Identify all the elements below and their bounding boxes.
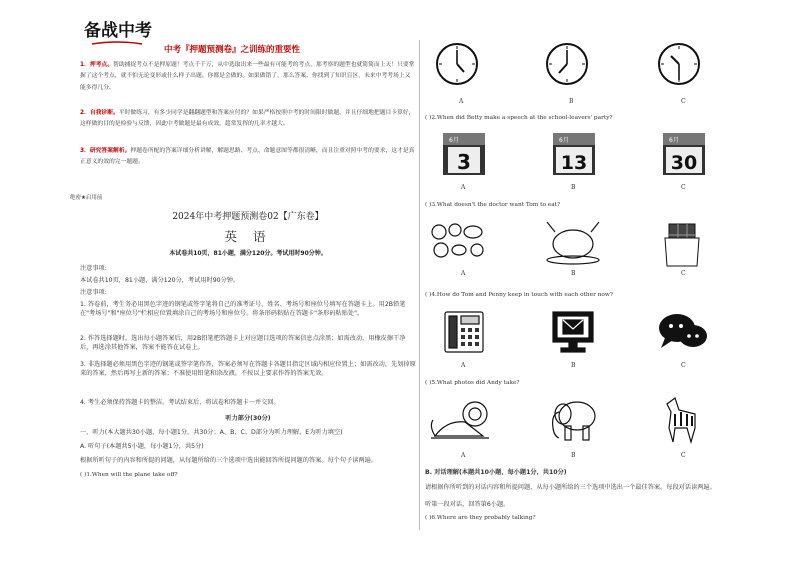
chat-icon — [657, 310, 717, 358]
chocolate-image — [651, 218, 711, 266]
exam-title: 2024年中考押题预测卷02【广东卷】 — [172, 212, 324, 222]
right-column — [425, 38, 755, 548]
column-divider — [419, 40, 420, 530]
banner-title: 中考『押题预测卷』之训练的重要性 — [164, 45, 301, 55]
listening-line: 一、听力(本大题共30小题，每小题1分，共30分；A、B、C、D部分为听力理解，E为听力填空) — [80, 429, 343, 436]
option-label: B — [569, 98, 574, 105]
section-b-instruction: 请根据你所听到的对话内容和所提问题，从每小题所给的三个选项中选出一个最佳答案。每段对话读两遍。 — [425, 484, 716, 491]
question-2: ( )2.When did Betty make a speech at the school-leavers' party? — [425, 115, 613, 121]
logo-icon — [82, 14, 152, 50]
listening-line: 根据所听句子的内容和所提的问题，从每题所给的三个选项中选出能回答所提问题的答案。每个句子读两遍。 — [80, 457, 377, 464]
tip-1 — [80, 60, 416, 94]
roast-chicken-image — [541, 216, 601, 264]
tip-text: 帮助捕捉考点不是押原题！考点千千万，从中选取出来一些最有可能考的考点，那考察的题型也就简简而上天！只要掌握了这个考点，就不怕无论变形或什么样子出题。你都是会做的。如果做错了，那么答案，你找到了知识盲区，未来中考考场上又能多得几分。 — [80, 62, 415, 91]
calendar-month: 6月 — [559, 137, 569, 144]
option-label: A — [461, 452, 466, 459]
logo-text: 备战中考 — [84, 21, 152, 41]
question-4: ( )4.How do Tom and Penny keep in touch with each other now? — [425, 292, 613, 298]
notice-line: 注意事项: — [80, 289, 107, 296]
option-label: B — [571, 452, 576, 459]
tip-3 — [80, 146, 416, 169]
option-label: C — [681, 184, 686, 191]
calendar-month: 6月 — [449, 137, 459, 144]
tip-2 — [80, 108, 416, 131]
option-label: B — [571, 184, 576, 191]
option-label: B — [571, 270, 576, 277]
zebra-image — [661, 394, 721, 442]
tip-text: 平时做练习，有多少同学是翻翻题型和答案应付的？如果严格按照中考的时间限时做题，并且仔细地把题目卡算好，这样做的目的是检验与反馈，因此中考做题是最有成效，超常发挥的几率才越大。 — [80, 110, 415, 128]
clock-b-image — [545, 42, 605, 90]
calendar-month: 6月 — [669, 137, 679, 144]
question-1: ( )1.When will the plane take off? — [80, 472, 178, 478]
listening-title: 听力部分(30分) — [225, 415, 271, 422]
option-label: C — [681, 362, 686, 369]
calendar-a-image — [441, 131, 501, 179]
option-label: A — [461, 362, 466, 369]
clock-c-image — [657, 42, 717, 90]
telephone-icon — [441, 308, 501, 356]
notice-line: 4. 考生必须保持答题卡的整洁。考试结束后，将试卷和答题卡一并交回。 — [80, 399, 280, 406]
secret-label: 绝密★启用前 — [70, 195, 103, 201]
exam-info: 本试卷共10页，81小题，满分120分。考试用时90分钟。 — [169, 250, 327, 257]
listening-line: A. 听句子(本题共5小题，每小题1分，共5分) — [80, 443, 204, 450]
question-3: ( )3.What doesn't the doctor want Tom to eat? — [425, 202, 561, 208]
calendar-day: 3 — [457, 150, 471, 174]
tip-text: 押题卷所配的答案详细分析讲解，解题思路、考点、命题意图等都很清晰，而且注重对照中考的要求，这才是真正意义的效的完一题题。 — [80, 148, 415, 166]
calendar-c-image — [661, 131, 721, 179]
calendar-day: 30 — [670, 152, 698, 174]
lion-image — [427, 396, 497, 444]
email-computer-icon — [549, 308, 609, 356]
calendar-b-image — [551, 131, 611, 179]
notice-line: 1. 答卷前，考生务必用黑色字迹的钢笔或签字笔将自己的准考证号、姓名、考场号和座位号填写在答题卡上。用2B铅笔在"考场号"和"座位号"栏相应位置填涂自己的考场号和座位号。将条形码粘贴在答题卡"条形码粘贴处"。 — [80, 301, 406, 317]
vegetables-image — [427, 218, 487, 266]
notice-line: 2. 作答选择题时，选出每小题答案后，用2B铅笔把答题卡上对应题目选项的答案信息点涂黑；如需改动，用橡皮擦干净后，再选涂其他答案，答案不能答在试卷上。 — [80, 335, 406, 351]
question-6: ( )6.Where are they probably talking? — [425, 515, 536, 521]
notice-line: 本试卷共10页，81小题，满分120分，考试用时90分钟。 — [80, 277, 240, 284]
option-label: A — [461, 270, 466, 277]
option-label: C — [681, 452, 686, 459]
left-column — [70, 10, 416, 555]
notice-line: 3. 非选择题必须用黑色字迹的钢笔或签字笔作答，答案必须写在答题卡各题目指定区域内相应位置上；如需改动，先划掉原来的答案，然后再写上新的答案；不准使用铅笔和涂改液。不按以上要求作答的答案无效。 — [80, 361, 416, 377]
section-b-sub: 听第一段对话，回答第6小题。 — [425, 501, 510, 508]
tip-label: 2．自我诊断。 — [80, 110, 119, 116]
subject-title: 英 语 — [224, 229, 272, 244]
clock-a-image — [435, 42, 495, 90]
option-label: B — [571, 362, 576, 369]
option-label: A — [461, 184, 466, 191]
option-label: C — [681, 98, 686, 105]
notice-title: 注意事项: — [80, 265, 107, 272]
option-label: C — [681, 270, 686, 277]
calendar-day: 13 — [560, 152, 588, 174]
tip-label: 1．押考点。 — [80, 62, 114, 68]
elephant-image — [545, 394, 605, 442]
tip-label: 3．研究答案解析。 — [80, 148, 131, 154]
question-5: ( )5.What photos did Andy take? — [425, 380, 520, 386]
section-b-title: B. 对话理解(本题共10小题，每小题1分，共10分) — [425, 469, 567, 476]
option-label: A — [459, 98, 464, 105]
